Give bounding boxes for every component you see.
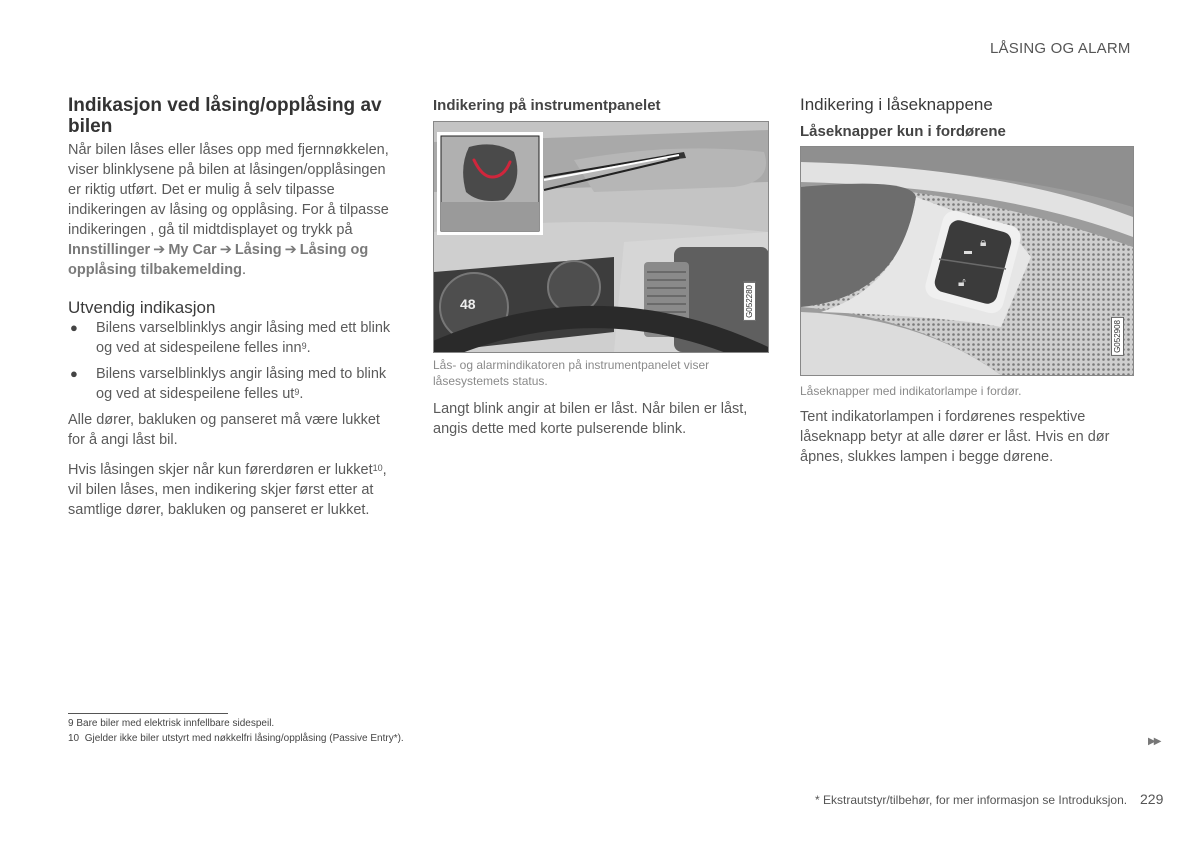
exterior-indication-heading: Utvendig indikasjon [68, 298, 216, 317]
footnote-9 [68, 718, 274, 729]
bullet-item [68, 318, 398, 358]
dashboard-illustration [434, 122, 768, 352]
accessory-note: * Ekstrautstyr/tilbehør, for mer informasjon se Introduksjon. [815, 793, 1128, 807]
footnote-ref[interactable]: 10 [372, 463, 383, 473]
period: . [242, 262, 247, 278]
figure-code: G052908 [1111, 317, 1124, 356]
footnote-number: 9 [68, 718, 74, 729]
front-doors-subheading: Låseknapper kun i fordørene [800, 123, 1006, 140]
doors-closed-paragraph: Alle dører, bakluken og panseret må være lukket for å angi låst bil. [68, 412, 380, 448]
intro-text: Når bilen låses eller låses opp med fjernnøkkelen, viser blinklysene på bilen at låsingen/opplåsingen er riktig utført. Det er mulig å selv tilpasse indikeringen av låsing og opplåsing. For å tilpasse indikeringen , gå til midtdisplayet og trykk på [68, 142, 389, 238]
driver-door-paragraph [68, 460, 398, 520]
menu-path-my-car: My Car [168, 242, 217, 258]
para-text: , vil bilen låses, men indikering skjer først etter at samtlige dører, bakluken og panseret er lukket. [68, 462, 387, 518]
bullet-icon: ● [70, 320, 78, 335]
lock-buttons-heading: Indikering i låseknappene [800, 95, 993, 114]
menu-path-feedback: Låsing og opplåsing tilbakemelding [68, 242, 369, 278]
para-text: Hvis låsingen skjer når kun førerdøren er lukket [68, 462, 373, 478]
footnote-divider [68, 713, 228, 714]
unlock-icon: 🔓︎ [958, 275, 966, 289]
continue-arrow-icon[interactable]: ▶▶ [1148, 736, 1160, 747]
speed-readout: 48 [460, 296, 476, 312]
section-title: LÅSING OG ALARM [990, 40, 1131, 57]
lock-icon: 🔒︎ [980, 235, 987, 249]
footnote-ref[interactable]: 9 [294, 387, 300, 397]
lock-buttons-body: Tent indikatorlampen i fordørenes respektive låseknapp betyr at alle dører er låst. Hvis en dør åpnes, slukkes lampen i begge dørene. [800, 409, 1110, 465]
bullet-text: Bilens varselblinklys angir låsing med to blink og ved at sidespeilene felles ut [96, 366, 387, 402]
footnote-text: Gjelder ikke biler utstyrt med nøkkelfri låsing/opplåsing (Passive Entry*). [84, 733, 404, 744]
instrument-panel-body: Langt blink angir at bilen er låst. Når bilen er låst, angis dette med korte pulserende blink. [433, 401, 748, 437]
door-lock-illustration [801, 147, 1133, 375]
menu-path-settings: Innstillinger [68, 242, 151, 258]
figure-code: G052280 [743, 282, 756, 321]
intro-paragraph [68, 140, 398, 280]
page-number: 229 [1140, 791, 1164, 807]
footnote-number: 10 [68, 733, 80, 744]
bullet-item [68, 364, 398, 404]
door-lock-figure [800, 146, 1134, 376]
menu-path-locking: Låsing [234, 242, 282, 258]
footnote-text: Bare biler med elektrisk innfellbare sidespeil. [76, 718, 275, 729]
figure-caption: Lås- og alarmindikatoren på instrumentpanelet viser låsesystemets status. [433, 358, 710, 388]
footnote-ref[interactable]: 9 [301, 341, 307, 351]
bullet-icon: ● [70, 366, 78, 381]
period: . [306, 340, 311, 356]
bullet-list [68, 318, 398, 404]
instrument-panel-heading: Indikering på instrumentpanelet [433, 97, 661, 114]
column-lock-buttons [800, 95, 1134, 467]
arrow-right-icon: ➔ [284, 242, 297, 258]
footnote-10 [68, 733, 404, 744]
dashboard-figure [433, 121, 769, 353]
period: . [299, 386, 304, 402]
arrow-right-icon: ➔ [153, 242, 166, 258]
main-heading: Indikasjon ved låsing/opplåsing av bilen [68, 95, 382, 137]
column-instrument-panel [433, 95, 771, 439]
bullet-text: Bilens varselblinklys angir låsing med ett blink og ved at sidespeilene felles inn [96, 320, 391, 356]
figure-caption: Låseknapper med indikatorlampe i fordør. [800, 384, 1022, 398]
column-locking-indication [68, 95, 398, 520]
indicator-lamp [964, 251, 972, 254]
arrow-right-icon: ➔ [219, 242, 232, 258]
